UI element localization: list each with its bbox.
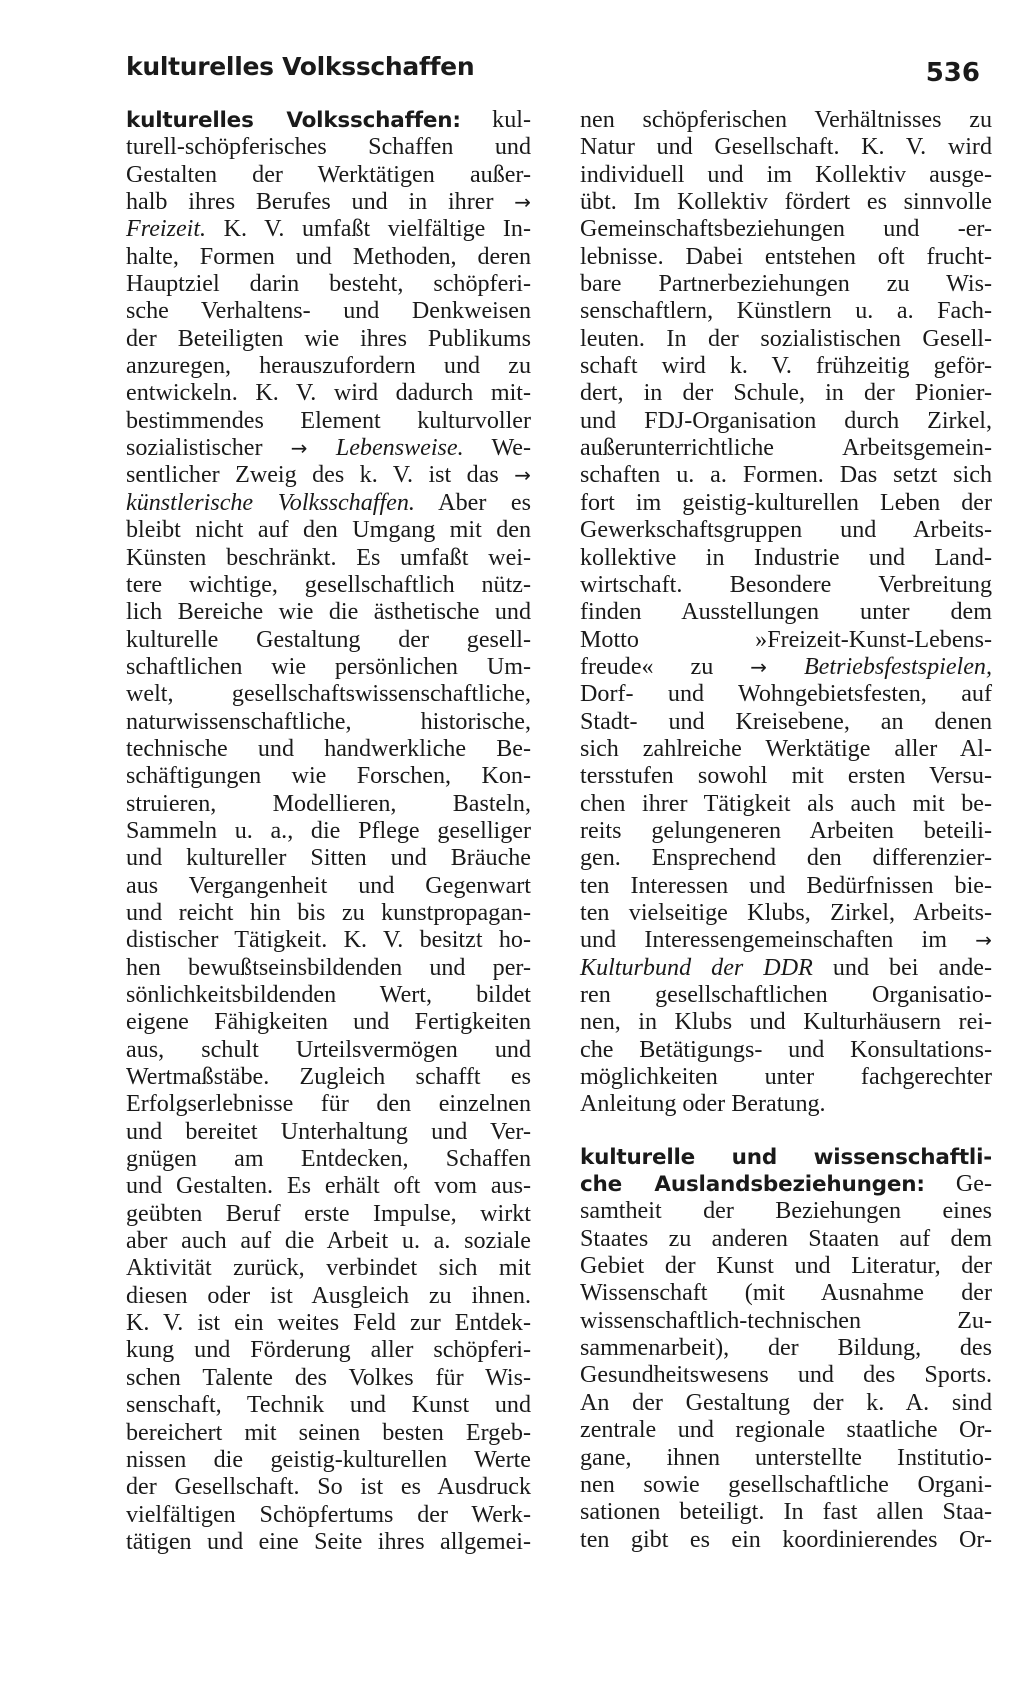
text-line: sentlicher Zweig des k. V. ist das → xyxy=(126,462,531,489)
text-line: diesen oder ist Ausgleich zu ihnen. xyxy=(126,1282,531,1309)
text-line: möglichkeiten unter fachgerechter xyxy=(580,1064,992,1091)
text-line: bestimmendes Element kulturvoller xyxy=(126,407,531,434)
text-line: zentrale und regionale staatliche Or- xyxy=(580,1417,992,1444)
text-line: distischer Tätigkeit. K. V. besitzt ho- xyxy=(126,927,531,954)
text-line: K. V. ist ein weites Feld zur Entdek- xyxy=(126,1310,531,1337)
text-line: sammenarbeit), der Bildung, des xyxy=(580,1335,992,1362)
text-line: freude« zu → Betriebsfestspielen, xyxy=(580,653,992,680)
text-line: sche Verhaltens- und Denkweisen xyxy=(126,298,531,325)
entry-separator xyxy=(580,1119,992,1144)
left-column xyxy=(126,107,531,1556)
text-line: ten Interessen und Bedürfnissen bie- xyxy=(580,872,992,899)
cross-reference-arrow-icon: → xyxy=(750,654,767,679)
text-line: und bereitet Unterhaltung und Ver- xyxy=(126,1118,531,1145)
text-line: nen sowie gesellschaftliche Organi- xyxy=(580,1471,992,1498)
text-line: Stadt- und Kreisebene, an denen xyxy=(580,708,992,735)
text-line: nissen die geistig-kulturellen Werte xyxy=(126,1446,531,1473)
text-line: aber auch auf die Arbeit u. a. soziale xyxy=(126,1228,531,1255)
cross-reference[interactable]: Kulturbund der DDR xyxy=(580,954,813,981)
text-line: Gemeinschaftsbeziehungen und -er- xyxy=(580,216,992,243)
text-line: naturwissenschaftliche, historische, xyxy=(126,708,531,735)
text-line: außerunterrichtliche Arbeitsgemein- xyxy=(580,435,992,462)
text-line: Kulturbund der DDR und bei ande- xyxy=(580,954,993,981)
text-line: chen ihrer Tätigkeit als auch mit be- xyxy=(580,790,992,817)
text-line: nen, in Klubs und Kulturhäusern rei- xyxy=(580,1009,992,1036)
entry-title: kulturelle und wissenschaftli- xyxy=(580,1144,992,1170)
text-line: schaften u. a. Formen. Das setzt sich xyxy=(580,462,992,489)
text-line: Künsten beschränkt. Es umfaßt wei- xyxy=(126,544,531,571)
cross-reference-arrow-icon: → xyxy=(514,463,531,488)
text-line: tere wichtige, gesellschaftlich nütz- xyxy=(126,571,531,598)
text-line: technische und handwerkliche Be- xyxy=(126,735,531,762)
text-line: Gestalten der Werktätigen außer- xyxy=(126,161,531,188)
text-line: Anleitung oder Beratung. xyxy=(580,1091,826,1118)
cross-reference[interactable]: Lebensweise. xyxy=(335,435,464,462)
cross-reference-arrow-icon: → xyxy=(975,928,992,953)
text-line: Freizeit. K. V. umfaßt vielfältige In- xyxy=(126,216,531,243)
text-line: gane, ihnen unterstellte Institutio- xyxy=(580,1444,992,1471)
text-line: sationen beteiligt. In fast allen Staa- xyxy=(580,1499,992,1526)
text-line: fort im geistig-kulturellen Leben der xyxy=(580,489,992,516)
text-line: und FDJ-Organisation durch Zirkel, xyxy=(580,407,992,434)
text-line: Gebiet der Kunst und Literatur, der xyxy=(580,1253,992,1280)
text-line: künstlerische Volksschaffen. Aber es xyxy=(126,489,532,516)
text-line: und reicht hin bis zu kunstpropagan- xyxy=(126,899,531,926)
text-line: und Gestalten. Es erhält oft vom aus- xyxy=(126,1173,531,1200)
text-line: senschaftlern, Künstlern u. a. Fach- xyxy=(580,298,992,325)
text-line: sozialistischer → Lebensweise. We- xyxy=(126,435,531,462)
text-line: geübten Beruf erste Impulse, wirkt xyxy=(126,1200,531,1227)
text-line: kollektive in Industrie und Land- xyxy=(580,544,992,571)
text-line: senschaft, Technik und Kunst und xyxy=(126,1392,531,1419)
text-line: Motto »Freizeit-Kunst-Lebens- xyxy=(580,626,992,653)
cross-reference-arrow-icon: → xyxy=(290,436,308,461)
text-line: ren gesellschaftlichen Organisatio- xyxy=(580,982,992,1008)
text-line: bleibt nicht auf den Umgang mit den xyxy=(126,517,531,544)
text-line: samtheit der Beziehungen eines xyxy=(580,1198,992,1225)
text-line: Gewerkschaftsgruppen und Arbeits- xyxy=(580,517,992,544)
text-line: und Interessengemeinschaften im → xyxy=(580,927,992,954)
text-line: halb ihres Berufes und in ihrer → xyxy=(126,189,531,216)
text-line: Hauptziel darin besteht, schöpferi- xyxy=(126,271,531,298)
text-line: gnügen am Entdecken, Schaffen xyxy=(126,1146,531,1173)
text-line: dert, in der Schule, in der Pionier- xyxy=(580,380,992,407)
text-line: sich zahlreiche Werktätige aller Al- xyxy=(580,735,992,762)
cross-reference[interactable]: künstlerische Volksschaffen. xyxy=(126,489,415,516)
text-line: aus, schult Urteilsvermögen und xyxy=(126,1036,531,1063)
text-line: wirtschaft. Besondere Verbreitung xyxy=(580,571,992,598)
text-line: finden Ausstellungen unter dem xyxy=(580,599,992,626)
right-column xyxy=(580,107,992,1554)
text-line: che Betätigungs- und Konsultations- xyxy=(580,1036,992,1063)
text-line: struieren, Modellieren, Basteln, xyxy=(126,790,531,817)
text-line: schen Talente des Volkes für Wis- xyxy=(126,1364,531,1391)
text-line: sönlichkeitsbildenden Wert, bildet xyxy=(126,982,531,1008)
cross-reference-arrow-icon: → xyxy=(514,190,531,215)
text-line: anzuregen, herauszufordern und zu xyxy=(126,353,531,380)
text-line: Aktivität zurück, verbindet sich mit xyxy=(126,1255,531,1282)
text-line: bereichert mit seinen besten Ergeb- xyxy=(126,1419,531,1446)
text-line: aus Vergangenheit und Gegenwart xyxy=(126,872,531,899)
text-line: kung und Förderung aller schöpferi- xyxy=(126,1337,531,1364)
text-line: halte, Formen und Methoden, deren xyxy=(126,243,531,270)
text-line: Dorf- und Wohngebietsfesten, auf xyxy=(580,681,992,708)
text-line: eigene Fähigkeiten und Fertigkeiten xyxy=(126,1009,531,1036)
text-line: reits gelungeneren Arbeiten beteili- xyxy=(580,817,992,844)
cross-reference[interactable]: Freizeit. xyxy=(126,216,207,243)
text-line: hen bewußtseinsbildenden und per- xyxy=(126,954,531,981)
text-line: lich Bereiche wie die ästhetische und xyxy=(126,599,531,626)
text-line: che Auslandsbeziehungen: Ge- xyxy=(580,1171,992,1198)
text-line: schaftlichen wie persönlichen Um- xyxy=(126,653,531,680)
text-line: turell-schöpferisches Schaffen und xyxy=(126,134,531,161)
running-head: kulturelles Volksschaffen xyxy=(126,52,475,81)
text-line xyxy=(580,1144,992,1171)
text-line: entwickeln. K. V. wird dadurch mit- xyxy=(126,380,531,407)
text-line: welt, gesellschaftswissenschaftliche, xyxy=(126,681,531,708)
text-line: Sammeln u. a., die Pflege geselliger xyxy=(126,817,531,844)
text-line: bare Partnerbeziehungen zu Wis- xyxy=(580,271,992,298)
text-line: wissenschaftlich-technischen Zu- xyxy=(580,1307,992,1334)
text-line: schäftigungen wie Forschen, Kon- xyxy=(126,763,531,790)
text-line: übt. Im Kollektiv fördert es sinnvolle xyxy=(580,189,992,216)
text-line: der Beteiligten wie ihres Publikums xyxy=(126,325,531,352)
text-line: Staates zu anderen Staaten auf dem xyxy=(580,1225,992,1252)
text-line: Erfolgserlebnisse für den einzelnen xyxy=(126,1091,531,1118)
text-line: individuell und im Kollektiv ausge- xyxy=(580,161,992,188)
text-line: Gesundheitswesens und des Sports. xyxy=(580,1362,992,1389)
page-number: 536 xyxy=(925,58,980,88)
text-line: kulturelle Gestaltung der gesell- xyxy=(126,626,531,653)
text-line: kulturelles Volksschaffen: kul- xyxy=(126,107,531,133)
entry-title: che Auslandsbeziehungen: xyxy=(580,1172,925,1198)
text-line: tätigen und eine Seite ihres allgemei- xyxy=(126,1528,531,1555)
text-line: lebnisse. Dabei entstehen oft frucht- xyxy=(580,243,992,270)
text-line: ten vielseitige Klubs, Zirkel, Arbeits- xyxy=(580,899,992,926)
text-line: gen. Ensprechend den differenzier- xyxy=(580,845,992,872)
text-line: leuten. In der sozialistischen Gesell- xyxy=(580,325,992,352)
entry-title: kulturelles Volksschaffen: xyxy=(126,108,461,133)
text-line: ten gibt es ein koordinierendes Or- xyxy=(580,1526,992,1553)
text-line: An der Gestaltung der k. A. sind xyxy=(580,1389,992,1416)
text-line: Wissenschaft (mit Ausnahme der xyxy=(580,1280,992,1307)
text-line: vielfältigen Schöpfertums der Werk- xyxy=(126,1501,531,1528)
text-line: Natur und Gesellschaft. K. V. wird xyxy=(580,134,992,161)
text-line: nen schöpferischen Verhältnisses zu xyxy=(580,107,992,133)
cross-reference[interactable]: Betriebsfestspielen, xyxy=(803,653,992,680)
text-line: tersstufen sowohl mit ersten Versu- xyxy=(580,763,992,790)
text-line: und kultureller Sitten und Bräuche xyxy=(126,845,531,872)
text-line: Wertmaßstäbe. Zugleich schafft es xyxy=(126,1064,531,1091)
text-line: der Gesellschaft. So ist es Ausdruck xyxy=(126,1474,531,1501)
text-line: schaft wird k. V. frühzeitig geför- xyxy=(580,353,992,380)
